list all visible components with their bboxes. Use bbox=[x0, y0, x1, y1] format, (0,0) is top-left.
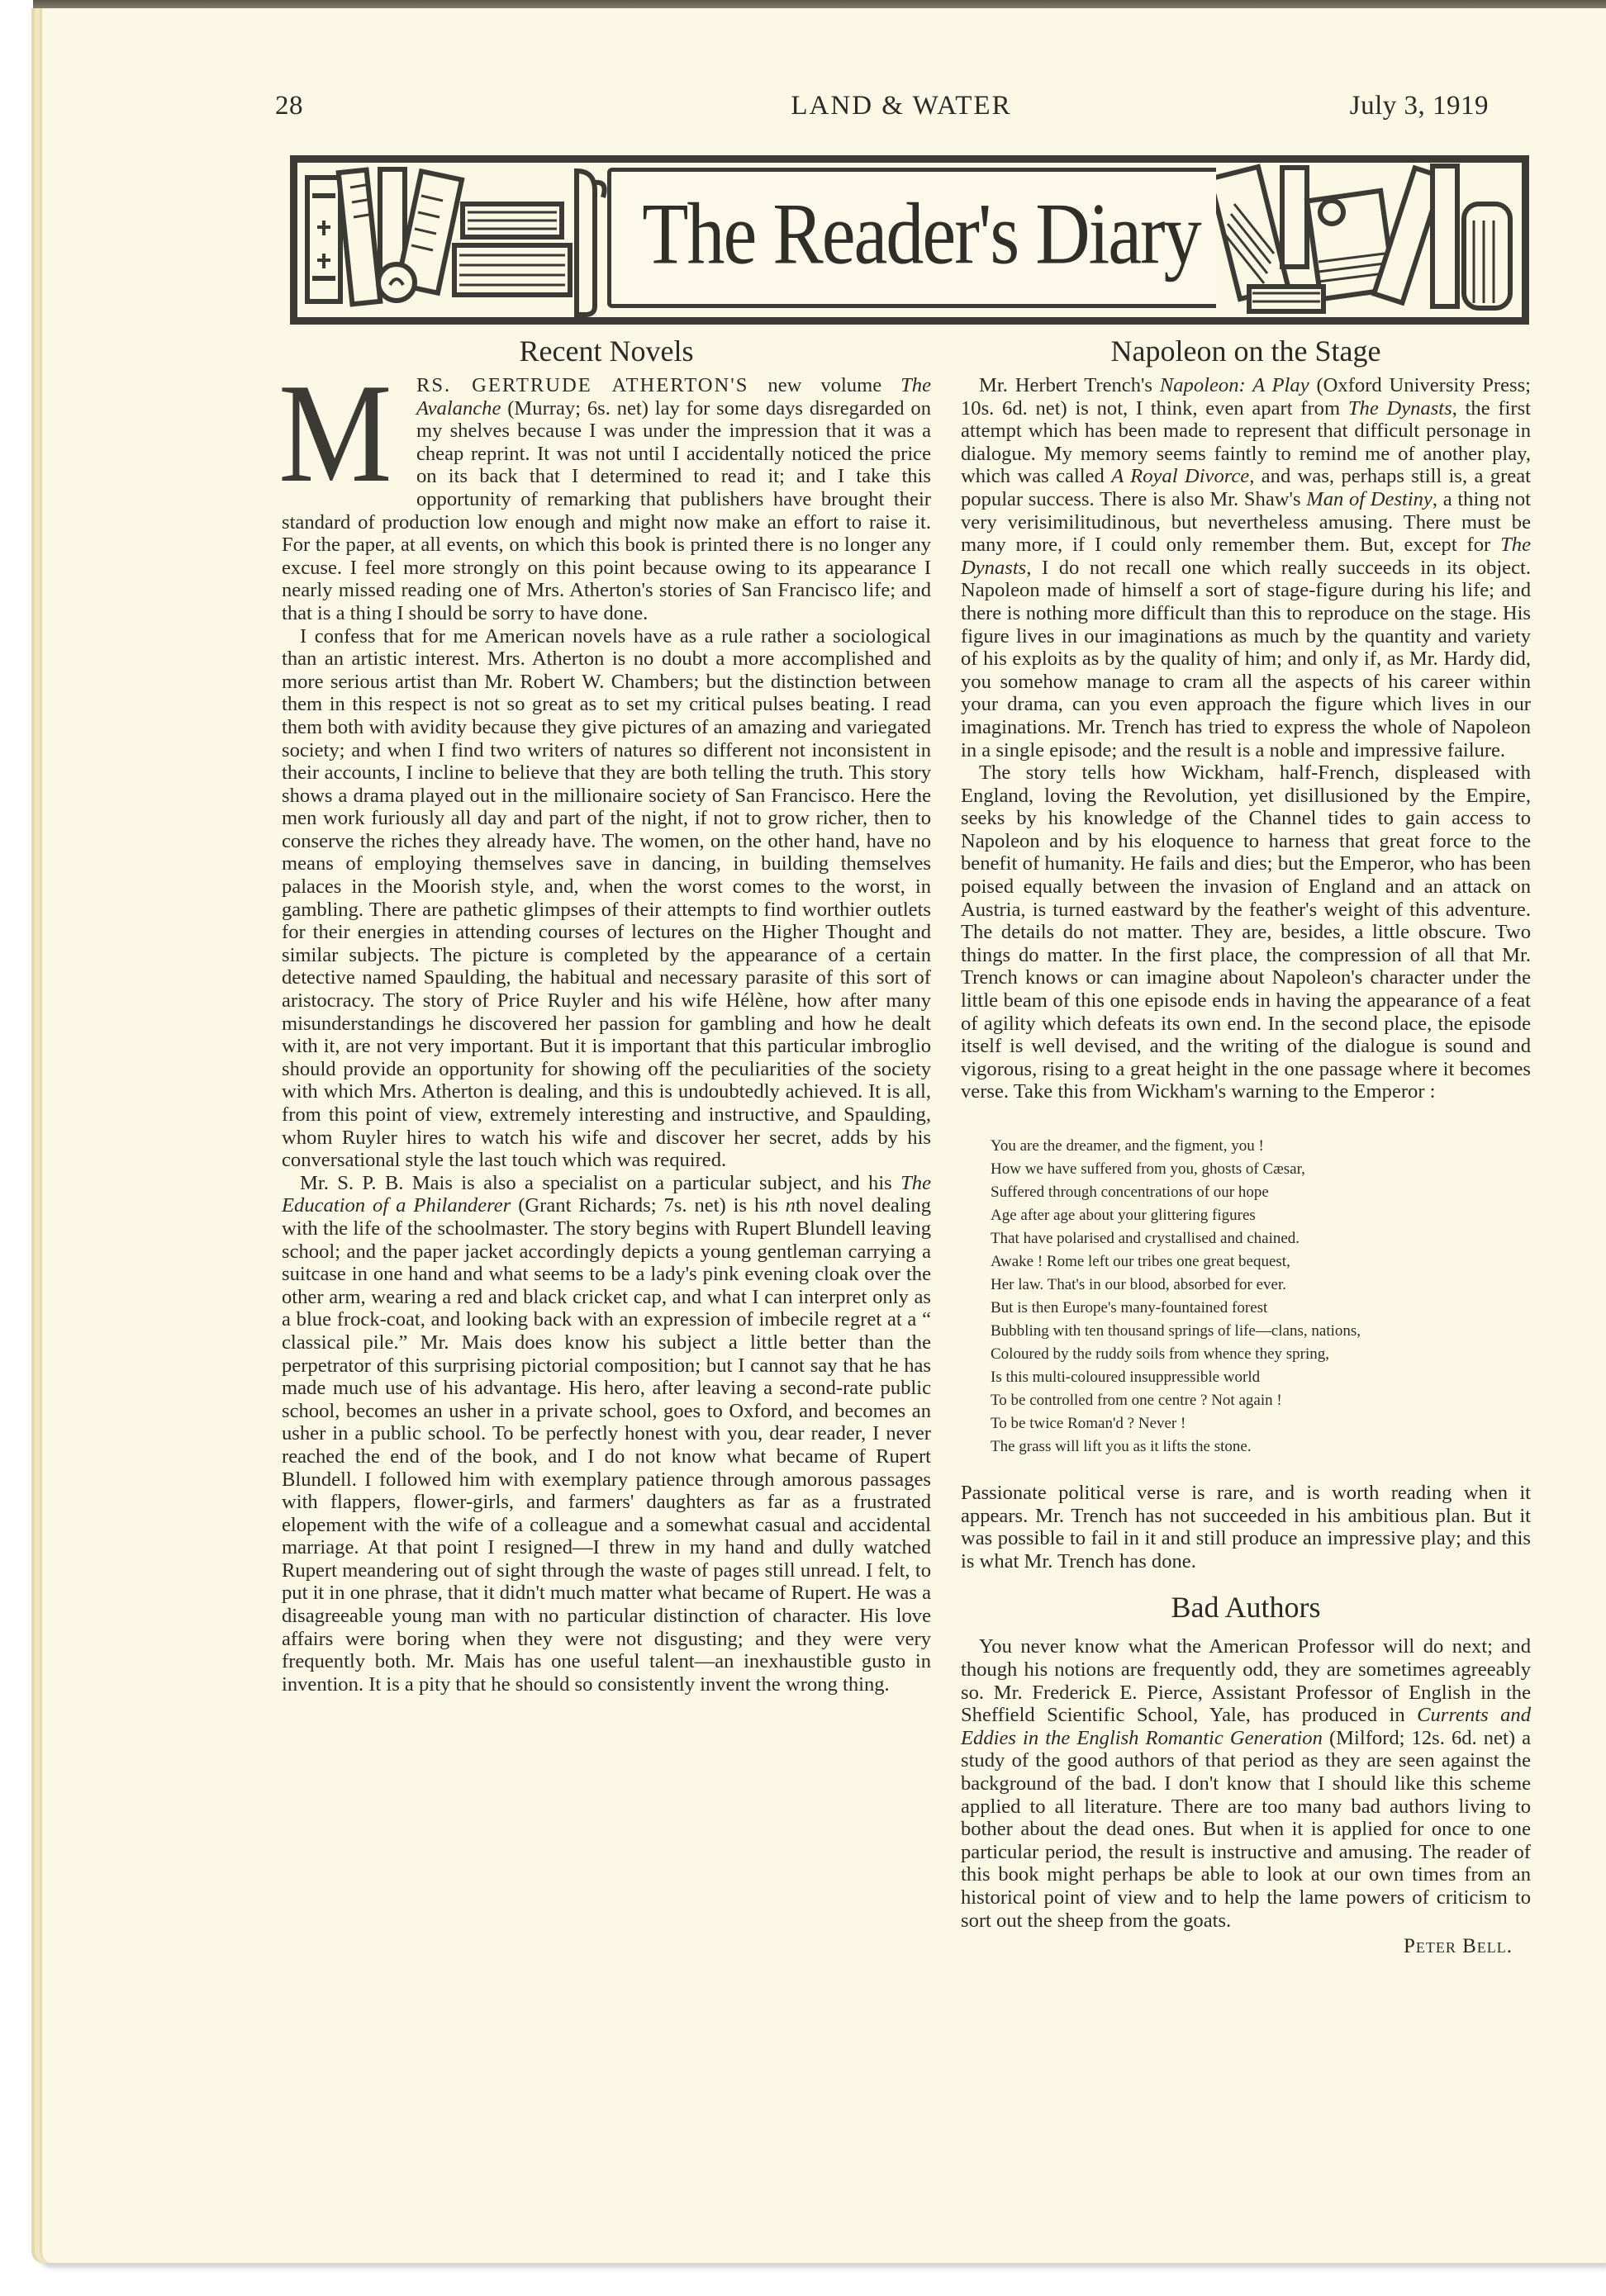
book-title: The Dynasts bbox=[1347, 396, 1452, 420]
text-run: (Murray; 6s. net) lay for some days disregarded on my shelves because I was under the impression that it was a cheap reprint. It was not until I accidentally noticed the price on its back that I determined to read it; and I take this opportunity of remarking that publishers have brought their standard of production low enough and might now make an effort to raise it. For the paper, at all events, on which this book is printed there is no longer any excuse. I feel more strongly on this point because owing to its appearance I nearly missed reading one of Mrs. Atherton's stories of San Francisco life; and that is a thing I should be sorry to have done. bbox=[282, 396, 931, 624]
verse-line: Coloured by the ruddy soils from whence they spring, bbox=[991, 1345, 1330, 1363]
book-title: Napoleon: A Play bbox=[1159, 374, 1309, 396]
text-run: , the first attempt which has been made to represent that difficult personage in dialogue. My memory seems faintly to remind me of another play, which was called bbox=[961, 396, 1531, 488]
lead-capitals: RS. GERTRUDE ATHERTON'S bbox=[416, 374, 749, 396]
books-stack-icon bbox=[297, 163, 611, 317]
text-run: Mr. Herbert Trench's bbox=[979, 374, 1160, 396]
text-run: , and was, perhaps still is, a great popular success. There is also Mr. Shaw's bbox=[961, 465, 1531, 510]
text-run: (Grant Richards; 7s. net) is his bbox=[511, 1194, 786, 1217]
text-run-italic: n bbox=[785, 1194, 796, 1217]
verse-line: To be twice Roman'd ? Never ! bbox=[991, 1415, 1186, 1432]
page-number: 28 bbox=[275, 91, 303, 121]
book-title: The Dynasts bbox=[961, 534, 1531, 579]
text-run: You never know what the American Professor will do next; and though his notions are frequently odd, they are sometimes agreeably so. Mr. Frederick E. Pierce, Assistant Professor of English in the Sheffield Scientific School, Yale, has produced in bbox=[961, 1635, 1531, 1727]
right-column bbox=[961, 334, 1531, 1958]
text-run: (Milford; 12s. 6d. net) a study of the good authors of that period as they are seen against the background of the bad. I don't know that I should like this scheme applied to all literature. There are too many bad authors living to bother about the dead ones. But when it is applied for once to one particular period, the result is instructive and amusing. The reader of this book might perhaps be able to look at our own times from an historical point of view and to help the lame powers of criticism to sort out the sheep from the goats. bbox=[961, 1726, 1532, 1932]
verse-line: Age after age about your glittering figures bbox=[991, 1207, 1256, 1224]
article-paragraph: I confess that for me American novels have as a rule rather a sociological than an artistic interest. Mrs. Atherton is no doubt a more accomplished and more serious artist than Mr. Robert W. Chambers; but the distinction between them in this respect is not so great as to set my critical pulses beating. I read them both with avidity because they give pictures of an amazing and variegated society; and when I find two writers of natures so different not inconsistent in their accounts, I incline to believe that they are both telling the truth. This story shows a drama played out in the millionaire society of San Francisco. Here the men work furiously all day and part of the night, if not to grow richer, then to conserve the riches they already have. The women, on the other hand, have no means of employing themselves save in dancing, in building themselves palaces in the Moorish style, and, when the worst comes to the worst, in gambling. There are pathetic glimpses of their attempts to find worthier outlets for their energies in attending courses of lectures on the Higher Thought and similar subjects. The picture is completed by the appearance of a certain detective named Spaulding, the habitual and necessary parasite of this sort of aristocracy. The story of Price Ruyler and his wife Hélène, how after many misunderstandings he discovered her passion for gambling and how he dealt with it, are not very important. But it is important that this particular imbroglio should provide an opportunity for showing off the peculiarities of the society with which Mrs. Atherton is dealing, and this is undoubtedly achieved. It is all, from this point of view, extremely interesting and instructive, and Spaulding, whom Ruyler hires to watch his wife and discover her secret, adds by his conversational style the last touch which was required. bbox=[282, 624, 931, 1172]
verse-line: Suffered through concentrations of our hope bbox=[991, 1184, 1269, 1201]
issue-date: July 3, 1919 bbox=[1349, 91, 1489, 121]
article-paragraph bbox=[961, 1635, 1531, 1932]
section-heading-napoleon: Napoleon on the Stage bbox=[1110, 334, 1381, 368]
verse-quotation bbox=[991, 1135, 1531, 1459]
section-heading-recent-novels: Recent Novels bbox=[519, 334, 694, 368]
author-signature: Peter Bell. bbox=[1403, 1935, 1513, 1958]
book-title: Currents and Eddies in the English Romantic Generation bbox=[961, 1704, 1531, 1749]
banner-scroll bbox=[607, 168, 1235, 308]
article-paragraph bbox=[282, 1172, 931, 1696]
text-run: , a thing not very verisimilitudinous, but nevertheless amusing. There must be many more, if I could only remember them. But, except for bbox=[961, 487, 1531, 557]
verse-line: Is this multi-coloured insuppressible world bbox=[991, 1369, 1261, 1386]
banner-title: The Reader's Diary bbox=[642, 185, 1200, 282]
article-paragraph: Passionate political verse is rare, and is worth reading when it appears. Mr. Trench has not succeeded in his ambitious plan. But it was possible to fail in it and still produce an impressive play; and this is what Mr. Trench has done. bbox=[961, 1482, 1531, 1573]
magazine-page bbox=[40, 8, 1606, 2263]
article-paragraph: The story tells how Wickham, half-French, displeased with England, loving the Revolution, yet disillusioned by the Empire, seeks by his knowledge of the Channel tides to gain access to Napoleon and by his eloquence to harness that great force to the benefit of humanity. He fails and dies; but the Emperor, who has been poised equally between the invasion of England and an attack on Austria, is turned eastward by the feather's weight of this adventure. The details do not matter. They are, besides, a little obscure. Two things do matter. In the first place, the compression of all that Mr. Trench knows or can imagine about Napoleon's character under the little beam of this one episode ends in having the appearance of a feat of agility which defeats its own end. In the second place, the episode itself is well devised, and the writing of the dialogue is sound and vigorous, rising to a great height in the one passage where it becomes verse. Take this from Wickham's warning to the Emperor : bbox=[961, 761, 1531, 1103]
verse-line: Awake ! Rome left our tribes one great bequest, bbox=[991, 1253, 1290, 1270]
text-run: new volume bbox=[748, 374, 901, 396]
verse-line: That have polarised and crystallised and chained. bbox=[991, 1230, 1300, 1247]
books-stack-icon bbox=[1216, 163, 1522, 317]
verse-line: Her law. That's in our blood, absorbed for ever. bbox=[991, 1276, 1286, 1293]
journal-title: LAND & WATER bbox=[791, 91, 1012, 121]
book-title: The Education of a Philanderer bbox=[282, 1171, 931, 1217]
text-run: (Oxford University Press; 10s. 6d. net) is not, I think, even apart from bbox=[961, 374, 1531, 420]
drop-cap: M bbox=[278, 355, 392, 512]
text-run: , I do not recall one which really succeeds in its object. Napoleon made of himself a sort of stage-figure during his life; and there is nothing more difficult than this to reproduce on the stage. His figure lives in our imaginations as much by the quantity and variety of his exploits as by the quality of him; and only if, as Mr. Hardy did, you somehow manage to cram all the aspects of his career within your drama, can you even approach the figure which lives in our imaginations. Mr. Trench has tried to express the whole of Napoleon in a single episode; and the result is a noble and impressive failure. bbox=[961, 556, 1531, 761]
verse-line: How we have suffered from you, ghosts of Cæsar, bbox=[991, 1160, 1305, 1178]
verse-line: To be controlled from one centre ? Not again ! bbox=[991, 1392, 1282, 1409]
text-run: th novel dealing with the life of the schoolmaster. The story begins with Rupert Blundell leaving school; and the paper jacket accordingly depicts a young gentleman carrying a suitcase in one hand and what seems to be a lady's pink evening cloak over the other arm, wearing a red and black cricket cap, and what I can interpret only as a blue frock-coat, and looking back with an expression of imbecile regret at a “ classical pile.” Mr. Mais does know his subject a little better than the perpetrator of this surprising pictorial composition; but I cannot say that he has made much use of his advantage. His hero, after leaving a second-rate public school, becomes an usher in a private school, goes to Oxford, and becomes an usher in a public school. To be perfectly honest with you, dear reader, I never reached the end of the book, and I do not know what became of Rupert Blundell. I followed him with exemplary patience through amorous passages with flappers, flower-girls, and farmers' daughters as far as a frustrated elopement with the wife of a colleague and a somewhat casual and accidental marriage. At that point I resigned—I threw in my hand and dully watched Rupert meandering out of sight through the waste of pages still unread. I felt, to put it in one phrase, that it didn't much matter what became of Rupert. He was a disagreeable young man with no particular distinction of character. His love affairs were boring when they were not disgusting; and they were very frequently both. Mr. Mais has one useful talent—an inexhaustible gusto in invention. It is a pity that he should so consistently invent the wrong thing. bbox=[282, 1194, 931, 1696]
readers-diary-banner bbox=[290, 155, 1529, 325]
section-heading-bad-authors: Bad Authors bbox=[1171, 1591, 1321, 1625]
left-column bbox=[278, 334, 931, 1696]
verse-line: You are the dreamer, and the figment, you ! bbox=[991, 1137, 1264, 1155]
book-title: A Royal Divorce bbox=[1111, 465, 1250, 488]
book-title: The Avalanche bbox=[416, 374, 931, 420]
verse-line: The grass will lift you as it lifts the stone. bbox=[991, 1438, 1252, 1455]
verse-line: Bubbling with ten thousand springs of life—clans, nations, bbox=[991, 1322, 1361, 1340]
text-run: Mr. S. P. B. Mais is also a specialist on a particular subject, and his bbox=[300, 1171, 901, 1194]
verse-line: But is then Europe's many-fountained forest bbox=[991, 1299, 1268, 1316]
article-paragraph bbox=[961, 374, 1531, 761]
article-paragraph bbox=[278, 355, 931, 625]
book-title: Man of Destiny bbox=[1306, 487, 1433, 510]
